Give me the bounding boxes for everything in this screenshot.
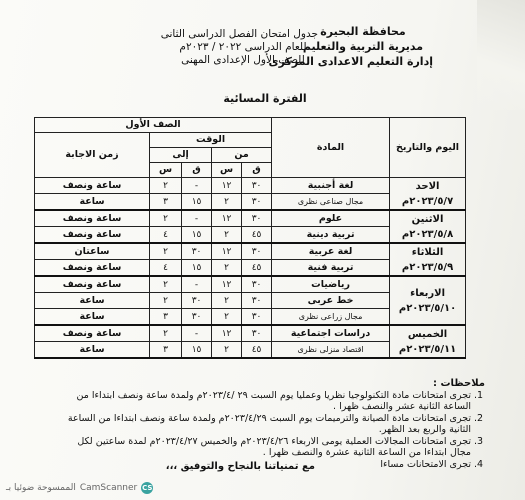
duration-cell: ساعة — [35, 309, 150, 326]
schedule-title-block — [160, 28, 318, 67]
from-hours-cell: ٢ — [212, 260, 242, 277]
to-hours-cell: ٣ — [150, 342, 182, 359]
header-from-hours: س — [212, 163, 242, 178]
from-minutes-cell: ٣٠ — [242, 194, 272, 211]
header-from-minutes: ق — [242, 163, 272, 178]
grade-line: للصف الأول الإعدادى المهنى — [181, 54, 305, 66]
to-hours-cell: ٣ — [150, 194, 182, 211]
to-hours-cell: ٤ — [150, 260, 182, 277]
note-item: 3. تجرى امتحانات المجالات العملية يومى الاربعاء ٢٠٢٣/٤/٢٦م والخميس ٢٠٢٣/٤/٢٧م لمدة ساعتين لكل مجال ابتداءا من الساعة الثانية عشرة والنصف ظهرا . — [55, 436, 471, 458]
to-minutes-cell: - — [182, 178, 212, 194]
from-minutes-cell: ٣٠ — [242, 309, 272, 326]
to-hours-cell: ٢ — [150, 325, 182, 342]
subject-cell: اقتصاد منزلى نظرى — [272, 342, 390, 359]
from-minutes-cell: ٣٠ — [242, 325, 272, 342]
subject-cell: تربية دينية — [272, 227, 390, 244]
table-row — [35, 325, 466, 342]
from-minutes-cell: ٣٠ — [242, 276, 272, 293]
to-hours-cell: ٤ — [150, 227, 182, 244]
to-hours-cell: ٢ — [150, 276, 182, 293]
exam-schedule-table — [34, 117, 466, 359]
from-hours-cell: ١٢ — [212, 178, 242, 194]
from-minutes-cell: ٣٠ — [242, 210, 272, 227]
table-row — [35, 178, 466, 194]
table-row — [35, 210, 466, 227]
to-minutes-cell: ١٥ — [182, 342, 212, 359]
day-date: ٢٠٢٣/٥/٩م — [401, 261, 454, 273]
to-hours-cell: ٢ — [150, 293, 182, 309]
page-corner-shadow — [477, 0, 525, 110]
duration-cell: ساعة ونصف — [35, 178, 150, 194]
day-name: الثلاثاء — [411, 246, 444, 258]
subject-cell: خط عربى — [272, 293, 390, 309]
notes-title: ملاحظات : — [432, 378, 485, 389]
table-row — [35, 276, 466, 293]
header-from: من — [212, 148, 272, 163]
watermark-app: CamScanner — [79, 483, 138, 493]
subject-cell: تربية فنية — [272, 260, 390, 277]
to-hours-cell: ٢ — [150, 210, 182, 227]
header-time: الوقت — [150, 133, 272, 148]
day-cell — [390, 178, 466, 211]
note-item: 2. تجرى امتحانات مادة الصيانة والترميمات يوم السبت ٢٠٢٣/٤/٢٩م ولمدة ساعة ونصف ابتداءا من الساعة الثانية والربع بعد الظهر. — [55, 413, 471, 435]
day-date: ٢٠٢٣/٥/١٠م — [398, 302, 457, 314]
day-cell — [390, 243, 466, 276]
to-hours-cell: ٢ — [150, 178, 182, 194]
day-name: الاربعاء — [410, 287, 445, 299]
subject-cell: علوم — [272, 210, 390, 227]
subject-cell: رياضيات — [272, 276, 390, 293]
camscanner-watermark — [6, 482, 153, 494]
duration-cell: ساعة ونصف — [35, 276, 150, 293]
day-name: الخميس — [407, 328, 448, 340]
note-item: 1. تجرى امتحانات مادة التكنولوجيا نظريا وعمليا يوم السبت ٢٩ /٢٠٢٣/٤م ولمدة ساعة ونصف ابتداءا من الساعة الثانية عشر والنصف ظهرا . — [55, 390, 471, 412]
subject-cell: دراسات اجتماعية — [272, 325, 390, 342]
day-cell — [390, 276, 466, 325]
header-to: إلى — [150, 148, 212, 163]
closing-wish: مع تمنياتنا بالنجاح والتوفيق ،،، — [165, 461, 315, 472]
header-subject: المادة — [272, 118, 390, 178]
camscanner-logo-icon: CS — [142, 484, 153, 492]
administration-line: إدارة التعليم الاعدادى المركزى — [268, 55, 433, 68]
from-hours-cell: ٢ — [212, 309, 242, 326]
from-minutes-cell: ٤٥ — [242, 260, 272, 277]
duration-cell: ساعة ونصف — [35, 260, 150, 277]
from-hours-cell: ١٢ — [212, 243, 242, 260]
watermark-caption: الممسوحة ضوئيا بـ — [6, 483, 76, 493]
from-hours-cell: ٢ — [212, 293, 242, 309]
notes-list — [55, 390, 485, 470]
day-cell — [390, 210, 466, 243]
header-duration: زمن الاجابة — [35, 133, 150, 178]
duration-cell: ساعة ونصف — [35, 325, 150, 342]
notes-section — [55, 378, 485, 471]
day-name: الاثنين — [411, 213, 444, 225]
duration-cell: ساعة ونصف — [35, 227, 150, 244]
academic-year: للعام الدراسى ٢٠٢٢ / ٢٠٢٣م — [179, 41, 307, 53]
from-minutes-cell: ٣٠ — [242, 178, 272, 194]
to-minutes-cell: ٣٠ — [182, 243, 212, 260]
to-minutes-cell: ١٥ — [182, 227, 212, 244]
duration-cell: ساعتان — [35, 243, 150, 260]
period-title: الفترة المسائية — [223, 92, 307, 105]
day-date: ٢٠٢٣/٥/٨م — [401, 228, 454, 240]
header-day-date: اليوم والتاريخ — [390, 118, 466, 178]
note-item: 4. تجرى الامتحانات مساءا — [55, 459, 471, 470]
from-hours-cell: ٢ — [212, 194, 242, 211]
to-hours-cell: ٢ — [150, 243, 182, 260]
from-minutes-cell: ٤٥ — [242, 227, 272, 244]
from-hours-cell: ٢ — [212, 227, 242, 244]
from-minutes-cell: ٤٥ — [242, 342, 272, 359]
subject-cell: مجال صناعى نظرى — [272, 194, 390, 211]
subject-cell: لغة أجنبية — [272, 178, 390, 194]
duration-cell: ساعة — [35, 293, 150, 309]
day-date: ٢٠٢٣/٥/٧م — [401, 195, 454, 207]
header-to-hours: س — [150, 163, 182, 178]
header-to-minutes: ق — [182, 163, 212, 178]
to-minutes-cell: - — [182, 210, 212, 227]
from-minutes-cell: ٣٠ — [242, 243, 272, 260]
schedule-title: جدول امتحان الفصل الدراسى الثانى — [160, 28, 318, 40]
subject-cell: لغة عربية — [272, 243, 390, 260]
duration-cell: ساعة — [35, 342, 150, 359]
day-name: الاحد — [415, 180, 440, 192]
day-date: ٢٠٢٣/٥/١١م — [398, 343, 457, 355]
to-minutes-cell: - — [182, 325, 212, 342]
table-row — [35, 243, 466, 260]
from-hours-cell: ٢ — [212, 342, 242, 359]
header-grade: الصف الأول — [35, 118, 272, 133]
to-hours-cell: ٣ — [150, 309, 182, 326]
to-minutes-cell: ١٥ — [182, 194, 212, 211]
governorate-line: محافظة البحيرة — [320, 25, 406, 38]
from-minutes-cell: ٣٠ — [242, 293, 272, 309]
directorate-line: مديرية التربية والتعليم — [302, 40, 424, 53]
subject-cell: مجال زراعى نظرى — [272, 309, 390, 326]
day-cell — [390, 325, 466, 358]
from-hours-cell: ١٢ — [212, 325, 242, 342]
to-minutes-cell: ٣٠ — [182, 309, 212, 326]
from-hours-cell: ١٢ — [212, 210, 242, 227]
duration-cell: ساعة — [35, 194, 150, 211]
to-minutes-cell: ١٥ — [182, 260, 212, 277]
to-minutes-cell: ٣٠ — [182, 293, 212, 309]
to-minutes-cell: - — [182, 276, 212, 293]
duration-cell: ساعة ونصف — [35, 210, 150, 227]
from-hours-cell: ١٢ — [212, 276, 242, 293]
